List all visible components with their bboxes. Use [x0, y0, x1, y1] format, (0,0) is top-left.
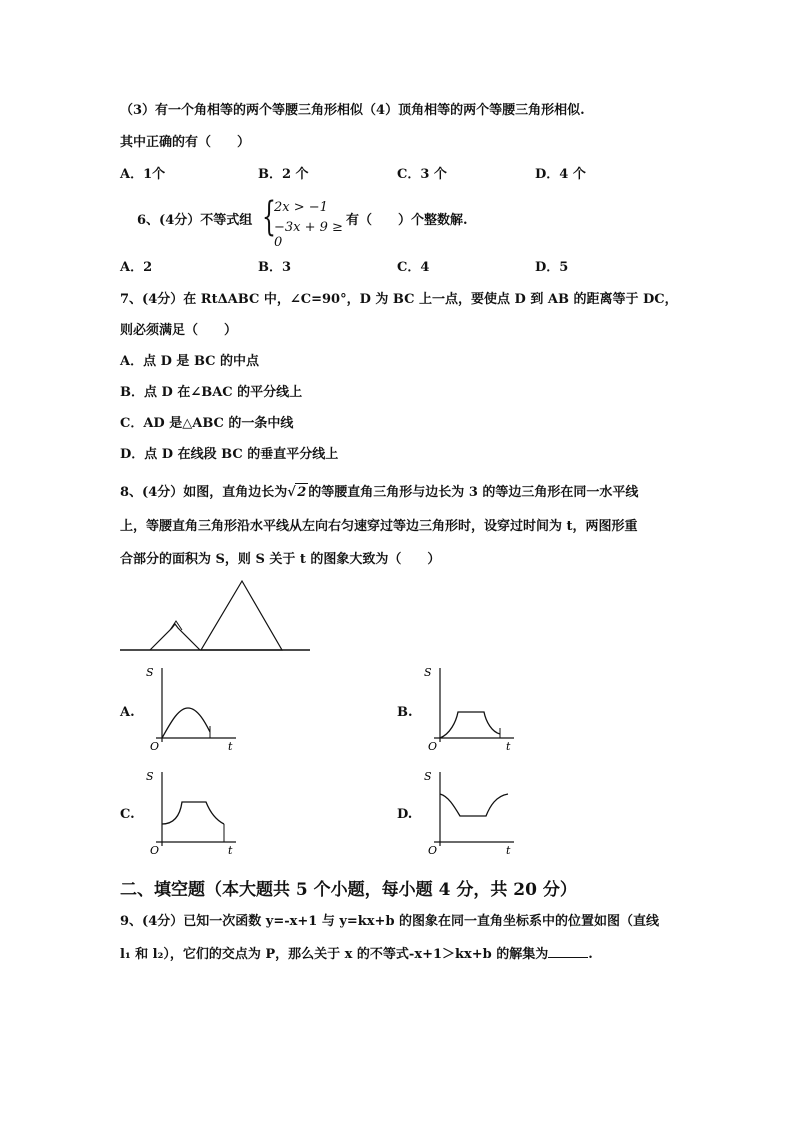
q8-graph-b	[418, 662, 518, 752]
q6-ineq-1: 2x > −1	[274, 200, 328, 215]
q8-option-c-label: C.	[120, 807, 135, 822]
q7-line-1: 7、(4分）在 RtΔABC 中，∠C=90°，D 为 BC 上一点，要使点 D 到 AB 的距离等于 DC，	[120, 292, 678, 307]
origin-label: O	[150, 740, 160, 752]
q8-line-2: 上，等腰直角三角形沿水平线从左向右匀速穿过等边三角形时，设穿过时间为 t，两图形重	[120, 519, 638, 534]
q5-option-b: B．2 个	[258, 167, 309, 182]
t-label: t	[228, 844, 233, 856]
q8-line-1b: 的等腰直角三角形与边长为 3 的等边三角形在同一水平线	[308, 485, 639, 500]
q8-graph-c	[140, 766, 240, 856]
q7-option-d: D．点 D 在线段 BC 的垂直平分线上	[120, 447, 339, 462]
s-label: S	[146, 666, 154, 679]
q5-prompt: 其中正确的有（ ）	[120, 135, 251, 150]
curve	[440, 794, 508, 816]
t-label: t	[506, 740, 511, 752]
q5-option-a: A．1个	[120, 167, 166, 182]
brace-glyph: {	[262, 194, 276, 240]
q9-line-2b: .	[588, 947, 593, 962]
sqrt-radicand: 2	[297, 485, 307, 500]
q7-line-2: 则必须满足（ ）	[120, 323, 238, 338]
q9-line-2	[120, 945, 593, 964]
q8-option-b-label: B.	[397, 705, 413, 720]
q6-inequality-system	[262, 194, 352, 250]
q8-graph-d	[418, 766, 518, 856]
q5-option-c: C．3 个	[397, 167, 447, 182]
q6-option-a: A．2	[120, 260, 153, 275]
q7-option-b: B．点 D 在∠BAC 的平分线上	[120, 385, 303, 400]
answer-blank[interactable]	[548, 945, 588, 958]
curve	[162, 708, 210, 738]
q9-line-1: 9、(4分）已知一次函数 y=-x+1 与 y=kx+b 的图象在同一直角坐标系中的位置如图（直线	[120, 914, 660, 929]
q9-line-2a: l₁ 和 l₂），它们的交点为 P，那么关于 x 的不等式-x+1＞kx+b 的解集为	[120, 947, 549, 962]
t-label: t	[228, 740, 233, 752]
q6-option-c: C．4	[397, 260, 430, 275]
sqrt-expression	[287, 483, 308, 502]
q8-option-a-label: A.	[120, 705, 135, 720]
s-label: S	[424, 770, 432, 783]
q8-option-d-label: D.	[397, 807, 413, 822]
origin-label: O	[150, 844, 160, 856]
s-label: S	[146, 770, 154, 783]
q7-option-c: C．AD 是△ABC 的一条中线	[120, 416, 294, 431]
s-label: S	[424, 666, 432, 679]
isosceles-right-triangle	[150, 624, 200, 650]
q6-ineq-2: −3x + 9 ≥ 0	[274, 220, 343, 250]
q7-option-a: A．点 D 是 BC 的中点	[120, 354, 260, 369]
curve	[162, 802, 224, 824]
q6-prefix: 6、(4分）不等式组	[137, 213, 253, 228]
q8-line-1a: 8、(4分）如图，直角边长为	[120, 485, 288, 500]
q8-triangles-figure	[120, 578, 312, 658]
section-2-title: 二、填空题（本大题共 5 个小题，每小题 4 分，共 20 分）	[120, 880, 577, 900]
curve	[440, 712, 500, 738]
q5-option-d: D．4 个	[535, 167, 586, 182]
q8-line-3: 合部分的面积为 S，则 S 关于 t 的图象大致为（ ）	[120, 552, 441, 567]
t-label: t	[506, 844, 511, 856]
radical-sign: √	[287, 485, 296, 500]
q6-option-d: D．5	[535, 260, 569, 275]
equilateral-triangle	[201, 581, 282, 650]
origin-label: O	[428, 844, 438, 856]
q8-graph-a	[140, 662, 240, 752]
q8-line-1	[120, 483, 638, 502]
q6-option-b: B．3	[258, 260, 292, 275]
q6-suffix: 有（ ）个整数解.	[346, 213, 468, 228]
origin-label: O	[428, 740, 438, 752]
q5-statement: （3）有一个角相等的两个等腰三角形相似（4）顶角相等的两个等腰三角形相似.	[120, 103, 585, 118]
